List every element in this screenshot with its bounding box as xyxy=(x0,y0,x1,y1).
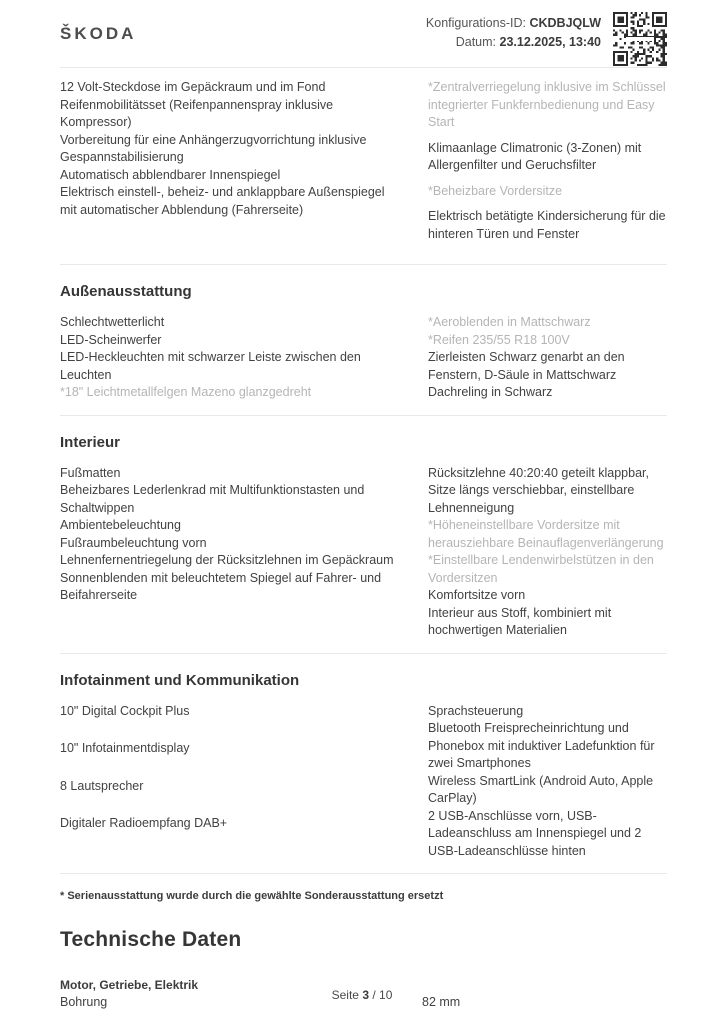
feature-item: Beheizbares Lederlenkrad mit Multifunktionstasten und Schaltwippen xyxy=(60,483,365,515)
feature-item: Bluetooth Freisprecheinrichtung und Phonebox mit induktiver Ladefunktion für zwei Smartphones xyxy=(428,721,655,770)
configuration-meta xyxy=(426,12,601,52)
feature-column-left xyxy=(60,314,400,402)
feature-item: *Einstellbare Lendenwirbelstützen in den Vordersitzen xyxy=(428,553,654,585)
feature-item: *Beheizbare Vordersitze xyxy=(428,183,563,198)
feature-item: Schlechtwetterlicht xyxy=(60,315,165,329)
feature-item: Rücksitzlehne 40:20:40 geteilt klappbar, Sitze längs verschiebbar, einstellbare Lehnenneigung xyxy=(428,465,649,515)
feature-item: Ambientebeleuchtung xyxy=(60,518,181,532)
tech-group-title: Motor, Getriebe, Elektrik xyxy=(60,978,199,992)
feature-column-right xyxy=(428,79,667,251)
qr-code-icon xyxy=(613,12,667,66)
section-equipment-continued xyxy=(60,68,667,265)
feature-item: Automatisch abblendbarer Innenspiegel xyxy=(60,167,281,182)
section-title: Außenausstattung xyxy=(60,283,192,300)
feature-item: Klimaanlage Climatronic (3-Zonen) mit Allergenfilter und Geruchsfilter xyxy=(428,140,642,172)
feature-item: *18" Leichtmetallfelgen Mazeno glanzgedreht xyxy=(60,385,312,399)
feature-item: Digitaler Radioempfang DAB+ xyxy=(60,816,228,830)
divider xyxy=(60,264,667,265)
feature-item: Sonnenblenden mit beleuchtetem Spiegel auf Fahrer- und Beifahrerseite xyxy=(60,570,382,602)
feature-item: Fußmatten xyxy=(60,465,121,480)
feature-item: Wireless SmartLink (Android Auto, Apple CarPlay) xyxy=(428,773,654,805)
feature-column-right xyxy=(428,314,667,402)
tech-label: Bohrung xyxy=(60,995,108,1009)
feature-column-left xyxy=(60,703,400,861)
feature-item: Komfortsitze vorn xyxy=(428,588,526,602)
config-date: Datum: 23.12.2025, 13:40 xyxy=(455,35,601,49)
feature-item: Lehnenfernentriegelung der Rücksitzlehnen im Gepäckraum xyxy=(60,553,394,567)
divider xyxy=(60,873,667,874)
section-aussenausstattung xyxy=(60,283,667,416)
feature-item: Fußraumbeleuchtung vorn xyxy=(60,535,207,550)
feature-column-right xyxy=(428,703,667,861)
divider xyxy=(60,653,667,654)
feature-column-right xyxy=(428,465,667,640)
config-id: Konfigurations-ID: CKDBJQLW xyxy=(425,16,601,30)
feature-item: Sprachsteuerung xyxy=(428,703,524,718)
tech-value: 82 mm xyxy=(422,995,461,1009)
feature-item: *Zentralverriegelung inklusive im Schlüssel integrierter Funkfernbedienung und Easy Start xyxy=(428,80,666,129)
feature-item: LED-Heckleuchten mit schwarzer Leiste zwischen den Leuchten xyxy=(60,350,361,382)
feature-item: Zierleisten Schwarz genarbt an den Fenstern, D-Säule in Mattschwarz xyxy=(428,350,625,382)
feature-item: Dachreling in Schwarz xyxy=(428,385,553,399)
tech-data-title: Technische Daten xyxy=(60,928,242,951)
feature-item: 10" Digital Cockpit Plus xyxy=(60,703,190,718)
feature-item: Interieur aus Stoff, kombiniert mit hochwertigen Materialien xyxy=(428,605,612,637)
section-infotainment xyxy=(60,672,667,875)
feature-column-left xyxy=(60,465,400,640)
section-title: Interieur xyxy=(60,433,121,451)
feature-item: 12 Volt-Steckdose im Gepäckraum und im Fond xyxy=(60,80,326,94)
divider xyxy=(60,415,667,416)
feature-item: Vorbereitung für eine Anhängerzugvorrichtung inklusive Gespannstabilisierung xyxy=(60,132,367,164)
feature-item: 10" Infotainmentdisplay xyxy=(60,741,190,755)
page-header xyxy=(60,0,667,67)
equipment-sections xyxy=(60,68,667,874)
feature-item: *Höheneinstellbare Vordersitze mit herausziehbare Beinauflagenverlängerung xyxy=(428,518,664,550)
section-interieur xyxy=(60,434,667,654)
section-title: Infotainment und Kommunikation xyxy=(60,671,300,689)
feature-item: 2 USB-Anschlüsse vorn, USB-Ladeanschluss am Innenspiegel und 2 USB-Ladeanschlüsse hinten xyxy=(428,808,642,858)
feature-item: *Reifen 235/55 R18 100V xyxy=(428,332,570,347)
feature-item: 8 Lautsprecher xyxy=(60,778,144,793)
page-number: Seite 3 / 10 xyxy=(331,988,393,1002)
feature-column-left xyxy=(60,79,400,251)
footnote: * Serienausstattung wurde durch die gewählte Sonderausstattung ersetzt xyxy=(60,890,444,902)
feature-item: LED-Scheinwerfer xyxy=(60,332,162,347)
feature-item: Elektrisch einstell-, beheiz- und anklappbare Außenspiegel mit automatischer Abblendung (Fahrerseite) xyxy=(60,185,385,217)
feature-item: *Aeroblenden in Mattschwarz xyxy=(428,315,591,329)
skoda-logo: ŠKODA xyxy=(60,24,137,43)
feature-item: Elektrisch betätigte Kindersicherung für die hinteren Türen und Fenster xyxy=(428,209,666,241)
feature-item: Reifenmobilitätsset (Reifenpannenspray inklusive Kompressor) xyxy=(60,97,334,129)
